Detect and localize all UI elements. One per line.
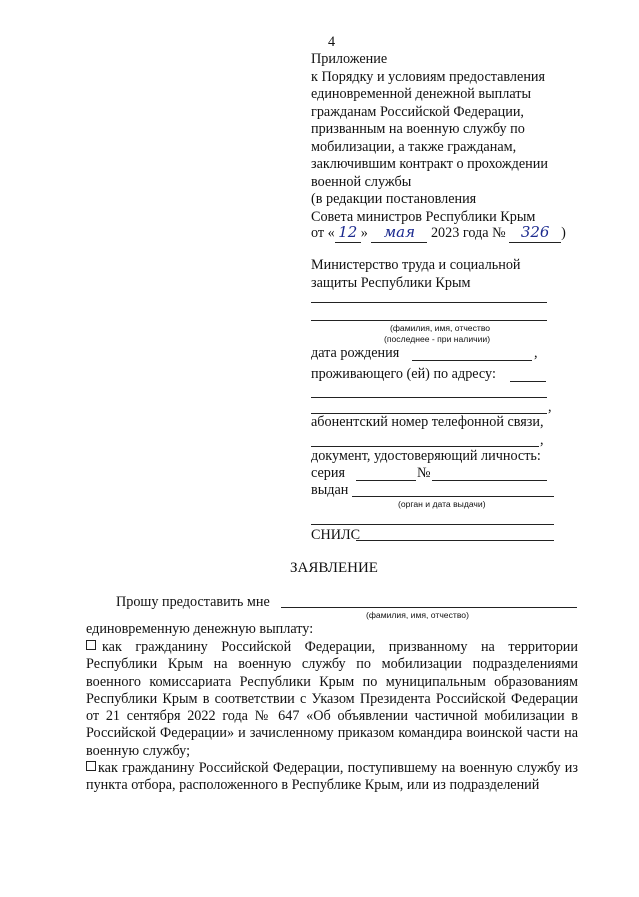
appendix-line: единовременной денежной выплаты [311,86,531,102]
phone-field[interactable] [311,446,539,447]
fio-blank-line[interactable] [311,320,547,321]
appendix-line: гражданам Российской Федерации, [311,103,524,120]
option-1-checkbox[interactable] [86,640,96,650]
statement-title: ЗАЯВЛЕНИЕ [290,560,378,576]
phone-label: абонентский номер телефонной связи, [311,414,544,430]
addressee [311,257,521,292]
appendix-line: призванным на военную службу по [311,121,525,137]
appendix-line: (в редакции постановления [311,191,477,207]
address-field[interactable] [311,397,547,398]
birth-date-label: дата рождения [311,345,400,361]
date-mid: » [360,225,368,241]
fio-blank-line[interactable] [311,302,547,303]
appendix-line: заключившим контракт о прохождении [311,156,548,172]
snils-label: СНИЛС [311,527,361,543]
series-label: серия [311,465,345,481]
option-2-checkbox[interactable] [86,761,96,771]
number-label: № [417,465,431,481]
handwritten-day: 12 [335,224,361,243]
fio-hint: (фамилия, имя, отчество [390,323,491,333]
birth-date-field[interactable] [412,360,532,361]
comma: , [534,345,538,361]
option-2 [86,760,578,795]
option-1-text: как гражданину Российской Федерации, призванному на территории Республики Крым на военную службу по мобилизации подразделениями военного комиссариата Республики Крым по муниципальным образованиям Республики Крым в соответствии с Указом Президента Российской Федерации от 21 сентября 2022 года № 647 «Об объявлении частичной мобилизации в Российской Федерации» и зачисленному приказом командира воинской части на военную службу; [86,639,578,759]
address-label: проживающего (ей) по адресу: [311,366,496,382]
option-1 [86,639,578,760]
address-field[interactable] [510,381,546,382]
issued-field[interactable] [352,496,554,497]
series-field[interactable] [356,480,416,481]
appendix-line: военной службы [311,173,412,190]
page-number: 4 [328,34,336,50]
document-number-field[interactable] [432,480,547,481]
option-2-text: как гражданину Российской Федерации, поступившему на военную службу из пункта отбора, расположенного в Республике Крым, или из подразделений [86,760,578,794]
year-text: 2023 года № [430,225,506,241]
request-fio-field[interactable] [281,607,577,608]
appendix-line: Приложение [311,51,388,67]
appendix-header [311,51,548,226]
request-tail: единовременную денежную выплату: [86,621,314,637]
resolution-date-line [311,224,566,243]
request-label: Прошу предоставить мне [116,594,270,610]
addressee-line: Министерство труда и социальной [311,257,521,273]
issued-label: выдан [311,482,349,498]
snils-field[interactable] [356,540,554,541]
closing-paren: ) [561,225,566,241]
addressee-line: защиты Республики Крым [311,274,471,291]
handwritten-number: 326 [509,224,561,243]
comma: , [548,399,552,415]
date-prefix: от « [311,225,335,241]
issued-field[interactable] [311,524,554,525]
issued-hint: (орган и дата выдачи) [398,499,486,509]
fio-hint: (последнее - при наличии) [384,334,491,344]
comma: , [540,432,544,448]
appendix-line: Совета министров Республики Крым [311,208,536,225]
document-label: документ, удостоверяющий личность: [311,448,541,464]
appendix-line: к Порядку и условиям предоставления [311,68,546,85]
appendix-line: мобилизации, а также гражданам, [311,138,517,155]
handwritten-month: мая [371,224,427,243]
request-hint: (фамилия, имя, отчество) [366,610,469,620]
